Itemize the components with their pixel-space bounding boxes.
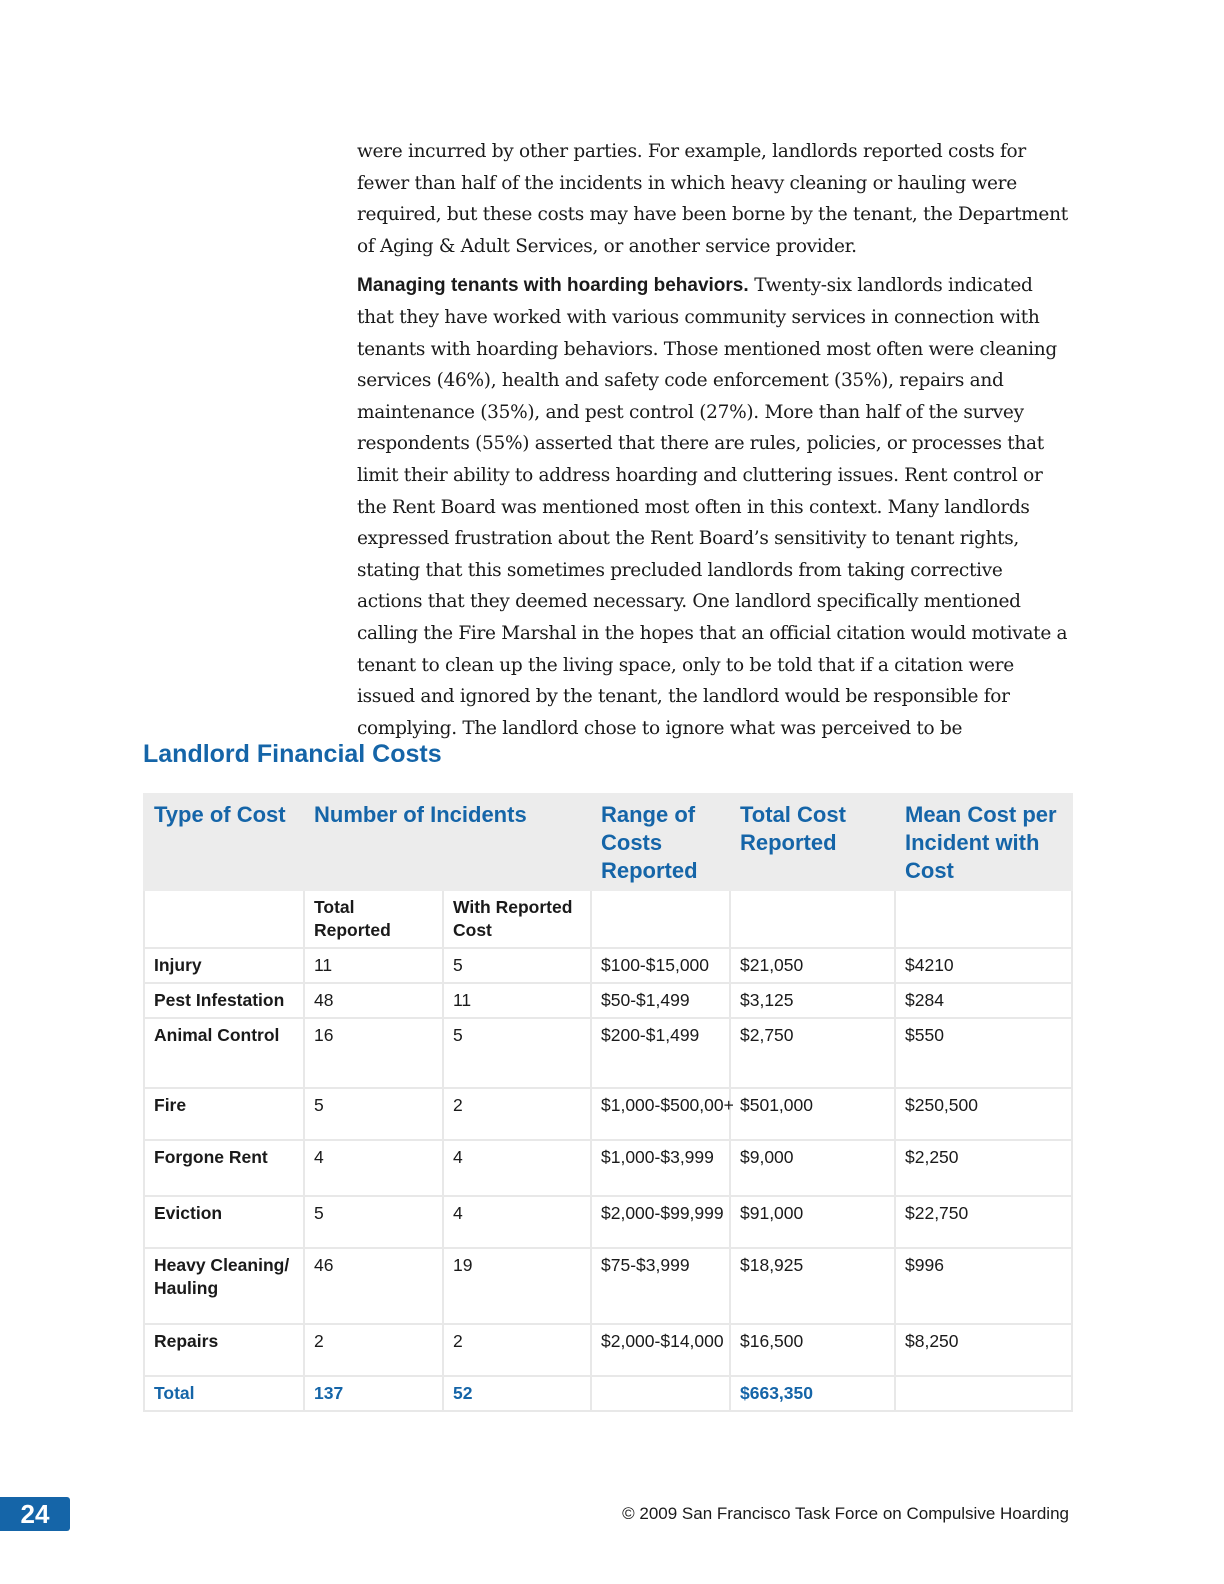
cell-range: $1,000-$500,00+ xyxy=(591,1088,730,1140)
cell-total-reported: 5 xyxy=(304,1196,443,1248)
cell-range: $1,000-$3,999 xyxy=(591,1140,730,1196)
cell-type: Eviction xyxy=(144,1196,304,1248)
header-type-of-cost: Type of Cost xyxy=(144,794,304,890)
cell-mean-cost: $8,250 xyxy=(895,1324,1072,1376)
subheader-total-reported: Total Reported xyxy=(304,890,443,948)
footer-copyright: © 2009 San Francisco Task Force on Compulsive Hoarding xyxy=(622,1504,1069,1523)
cell-mean-cost: $4210 xyxy=(895,948,1072,983)
subheader-empty xyxy=(591,890,730,948)
cell-total-reported: 48 xyxy=(304,983,443,1018)
cell-total-reported: 16 xyxy=(304,1018,443,1088)
cell-type: Repairs xyxy=(144,1324,304,1376)
header-total-cost: Total Cost Reported xyxy=(730,794,895,890)
header-range-of-costs: Range of Costs Reported xyxy=(591,794,730,890)
table-row xyxy=(144,1088,1072,1140)
cell-total-reported: 4 xyxy=(304,1140,443,1196)
cell-mean-cost: $284 xyxy=(895,983,1072,1018)
cell-type: Fire xyxy=(144,1088,304,1140)
cell-total-cost: $9,000 xyxy=(730,1140,895,1196)
landlord-costs-table xyxy=(143,793,1073,1412)
cell-with-cost: 5 xyxy=(443,948,591,983)
paragraph-2-text: Twenty-six landlords indicated that they have worked with various community services in connection with tenants with hoarding behaviors. Those mentioned most often were cleaning services (46%), health and safety code enforcement (35%), repairs and maintenance (35%), and pest control (27%). More than half of the survey respondents (55%) asserted that there are rules, policies, or processes that limit their ability to address hoarding and cluttering issues. Rent control or the Rent Board was mentioned most often in this context. Many landlords expressed frustration about the Rent Board’s sensitivity to tenant rights, stating that this sometimes precluded landlords from taking corrective actions that they deemed necessary. One landlord specifically mentioned calling the Fire Marshal in the hopes that an official citation would motivate a tenant to clean up the living space, only to be told that if a citation were issued and ignored by the tenant, the landlord would be responsible for complying. The landlord chose to ignore what was perceived to be xyxy=(357,275,1068,739)
cell-range: $2,000-$14,000 xyxy=(591,1324,730,1376)
total-total-cost: $663,350 xyxy=(730,1376,895,1411)
cell-total-cost: $16,500 xyxy=(730,1324,895,1376)
cell-with-cost: 2 xyxy=(443,1324,591,1376)
table-header-row xyxy=(144,794,1072,890)
cell-with-cost: 5 xyxy=(443,1018,591,1088)
cell-with-cost: 11 xyxy=(443,983,591,1018)
table-row xyxy=(144,1018,1072,1088)
cell-mean-cost: $250,500 xyxy=(895,1088,1072,1140)
cell-range: $100-$15,000 xyxy=(591,948,730,983)
table-row xyxy=(144,1324,1072,1376)
paragraph-2 xyxy=(357,270,1069,744)
cell-total-cost: $91,000 xyxy=(730,1196,895,1248)
subheader-empty xyxy=(144,890,304,948)
subheader-empty xyxy=(895,890,1072,948)
table-row xyxy=(144,1248,1072,1324)
total-mean-cost xyxy=(895,1376,1072,1411)
cell-total-reported: 11 xyxy=(304,948,443,983)
section-title: Landlord Financial Costs xyxy=(143,740,442,768)
cell-type: Pest Infestation xyxy=(144,983,304,1018)
cell-mean-cost: $550 xyxy=(895,1018,1072,1088)
cell-type: Animal Control xyxy=(144,1018,304,1088)
cell-type: Forgone Rent xyxy=(144,1140,304,1196)
header-number-of-incidents: Number of Incidents xyxy=(304,794,591,890)
total-total-reported: 137 xyxy=(304,1376,443,1411)
page-number: 24 xyxy=(0,1497,70,1531)
cell-range: $50-$1,499 xyxy=(591,983,730,1018)
cell-range: $2,000-$99,999 xyxy=(591,1196,730,1248)
cell-type: Heavy Cleaning/ Hauling xyxy=(144,1248,304,1324)
total-with-cost: 52 xyxy=(443,1376,591,1411)
paragraph-2-lead: Managing tenants with hoarding behaviors. xyxy=(357,275,749,297)
cell-range: $75-$3,999 xyxy=(591,1248,730,1324)
cell-total-cost: $18,925 xyxy=(730,1248,895,1324)
cell-mean-cost: $2,250 xyxy=(895,1140,1072,1196)
table-row xyxy=(144,1140,1072,1196)
table-total-row xyxy=(144,1376,1072,1411)
cell-mean-cost: $996 xyxy=(895,1248,1072,1324)
total-label: Total xyxy=(144,1376,304,1411)
cell-total-cost: $21,050 xyxy=(730,948,895,983)
subheader-with-cost: With Reported Cost xyxy=(443,890,591,948)
header-mean-cost: Mean Cost per Incident with Cost xyxy=(895,794,1072,890)
table-subheader-row xyxy=(144,890,1072,948)
cell-with-cost: 4 xyxy=(443,1140,591,1196)
cell-total-reported: 5 xyxy=(304,1088,443,1140)
table-row xyxy=(144,948,1072,983)
body-text xyxy=(357,136,1069,752)
cell-type: Injury xyxy=(144,948,304,983)
cell-with-cost: 2 xyxy=(443,1088,591,1140)
cell-total-cost: $501,000 xyxy=(730,1088,895,1140)
paragraph-1: were incurred by other parties. For example, landlords reported costs for fewer than half of the incidents in which heavy cleaning or hauling were required, but these costs may have been borne by the tenant, the Department of Aging & Adult Services, or another service provider. xyxy=(357,141,1068,257)
subheader-empty xyxy=(730,890,895,948)
cell-total-reported: 2 xyxy=(304,1324,443,1376)
table-row xyxy=(144,983,1072,1018)
cell-with-cost: 19 xyxy=(443,1248,591,1324)
cell-total-reported: 46 xyxy=(304,1248,443,1324)
cell-total-cost: $3,125 xyxy=(730,983,895,1018)
cell-mean-cost: $22,750 xyxy=(895,1196,1072,1248)
cell-range: $200-$1,499 xyxy=(591,1018,730,1088)
cell-with-cost: 4 xyxy=(443,1196,591,1248)
cell-total-cost: $2,750 xyxy=(730,1018,895,1088)
total-range xyxy=(591,1376,730,1411)
table-row xyxy=(144,1196,1072,1248)
